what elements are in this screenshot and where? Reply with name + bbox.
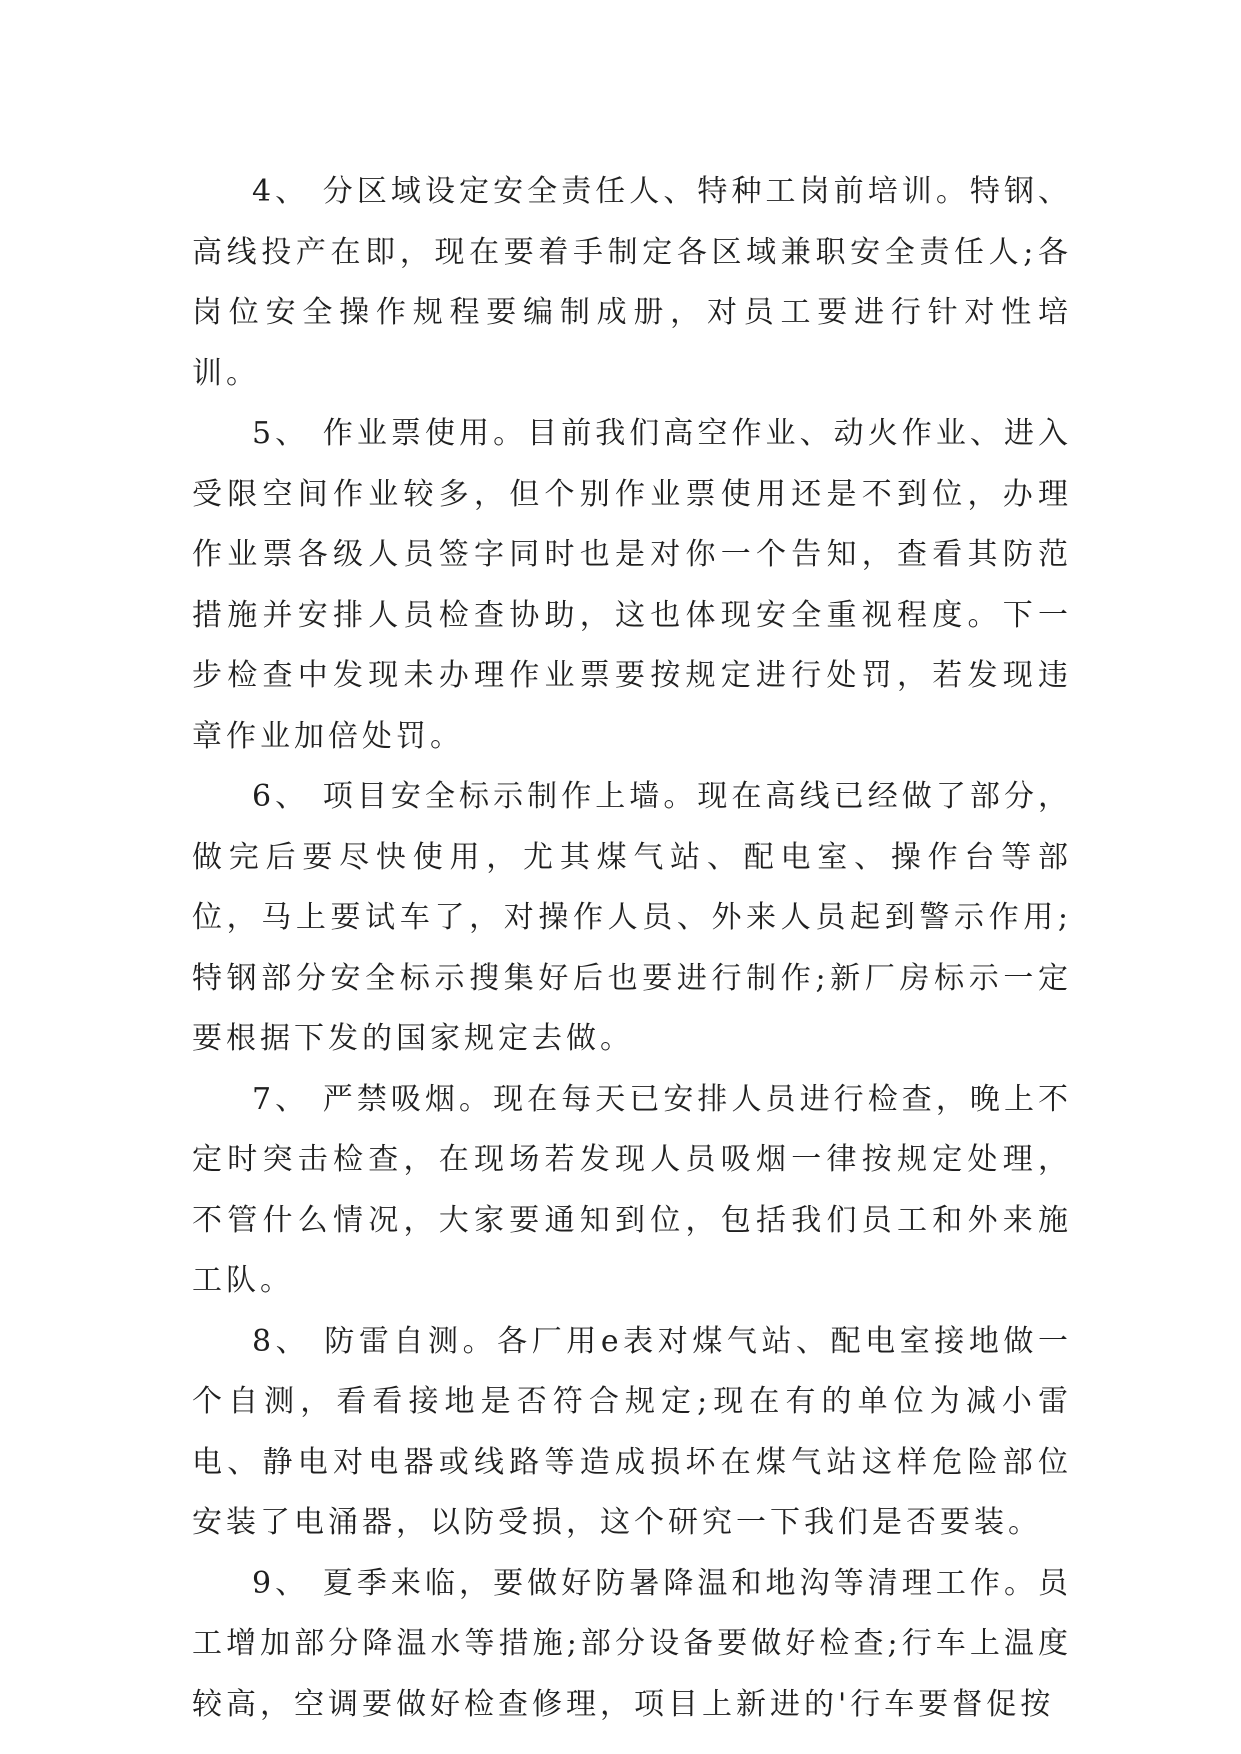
paragraph-item-8: 8、 防雷自测。各厂用e表对煤气站、配电室接地做一个自测，看看接地是否符合规定;现在有的单位为减小雷电、静电对电器或线路等造成损坏在煤气站这样危险部位安装了电涌器，以防受损，这个研究一下我们是否要装。 xyxy=(192,1323,1072,1540)
paragraph-item-5: 5、 作业票使用。目前我们高空作业、动火作业、进入受限空间作业较多，但个别作业票使用还是不到位，办理作业票各级人员签字同时也是对你一个告知，查看其防范措施并安排人员检查协助，这也体现安全重视程度。下一步检查中发现未办理作业票要按规定进行处罚，若发现违章作业加倍处罚。 xyxy=(192,416,1072,754)
paragraph-item-9: 9、 夏季来临，要做好防暑降温和地沟等清理工作。员工增加部分降温水等措施;部分设备要做好检查;行车上温度较高，空调要做好检查修理，项目上新进的'行车要督促按 xyxy=(192,1565,1072,1722)
paragraph-item-6: 6、 项目安全标示制作上墙。现在高线已经做了部分，做完后要尽快使用，尤其煤气站、配电室、操作台等部位，马上要试车了，对操作人员、外来人员起到警示作用;特钢部分安全标示搜集好后也要进行制作;新厂房标示一定要根据下发的国家规定去做。 xyxy=(192,779,1072,1056)
document-body xyxy=(192,162,1072,1735)
paragraph-item-7: 7、 严禁吸烟。现在每天已安排人员进行检查，晚上不定时突击检查，在现场若发现人员吸烟一律按规定处理，不管什么情况，大家要通知到位，包括我们员工和外来施工队。 xyxy=(192,1081,1072,1298)
paragraph-item-4: 4、 分区域设定安全责任人、特种工岗前培训。特钢、高线投产在即，现在要着手制定各区域兼职安全责任人;各岗位安全操作规程要编制成册，对员工要进行针对性培训。 xyxy=(192,174,1072,391)
